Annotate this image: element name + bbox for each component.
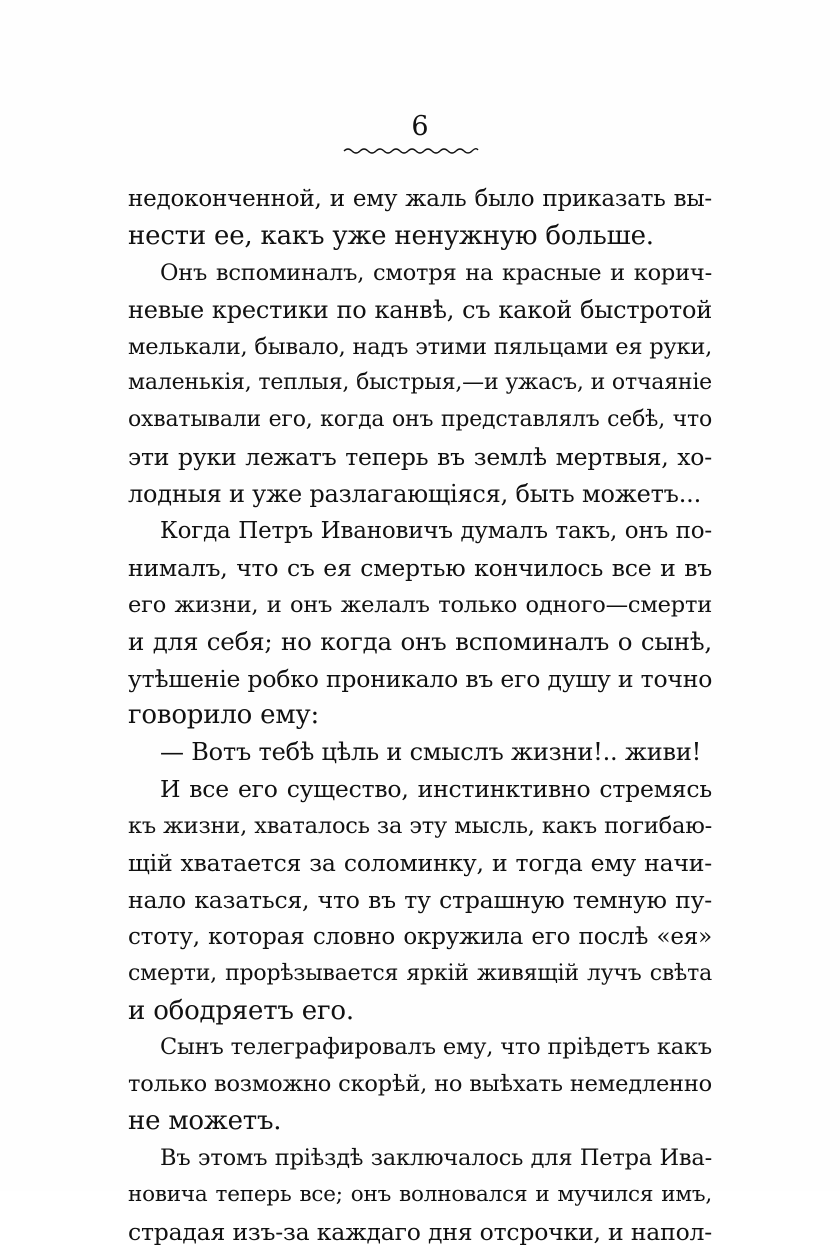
body-text bbox=[128, 181, 712, 1251]
page-number: 6 bbox=[411, 111, 429, 142]
text-line: утѣшеніе робко проникало въ его душу и точно bbox=[128, 664, 713, 693]
text-line: нести ее, какъ уже ненужную больше. bbox=[128, 220, 654, 251]
text-line: не можетъ. bbox=[128, 1106, 282, 1137]
text-line: страдая изъ-за каждаго дня отсрочки, и напол- bbox=[128, 1217, 712, 1246]
text-line: нало казаться, что въ ту страшную темную пу- bbox=[128, 885, 712, 914]
text-line: его жизни, и онъ желалъ только одного—смерти bbox=[128, 591, 712, 618]
text-line: новича теперь все; онъ волновался и мучился имъ, bbox=[128, 1182, 712, 1208]
text-line: говорило ему: bbox=[128, 700, 320, 731]
text-line: лодныя и уже разлагающіяся, быть можетъ... bbox=[128, 480, 702, 509]
text-line: И все его существо, инстинктивно стремясь bbox=[160, 775, 712, 804]
text-line: мелькали, бывало, надъ этими пяльцами ея руки, bbox=[128, 333, 713, 360]
text-line: маленькія, теплыя, быстрыя,—и ужасъ, и отчаяніе bbox=[128, 370, 712, 396]
text-line: смерти, прорѣзывается яркій живящій лучъ свѣта bbox=[128, 960, 712, 986]
text-line: нималъ, что съ ея смертью кончилось все и въ bbox=[128, 553, 712, 582]
text-line: только возможно скорѣй, но выѣхать немедленно bbox=[128, 1071, 712, 1098]
text-line: охватывали его, когда онъ представлялъ себѣ, что bbox=[128, 407, 712, 433]
text-line: Онъ вспоминалъ, смотря на красные и корич- bbox=[160, 259, 712, 286]
text-line: Сынъ телеграфировалъ ему, что пріѣдетъ какъ bbox=[160, 1034, 712, 1061]
text-line: къ жизни, хваталось за эту мысль, какъ погибаю- bbox=[128, 813, 712, 840]
text-line: и для себя; но когда онъ вспоминалъ о сынѣ, bbox=[128, 626, 712, 656]
text-line: недоконченной, и ему жаль было приказать вы- bbox=[128, 186, 712, 212]
text-line: Въ этомъ пріѣздѣ заключалось для Петра Ива- bbox=[160, 1145, 712, 1172]
header-ornament bbox=[340, 144, 480, 156]
text-line: — Вотъ тебѣ цѣль и смыслъ жизни!.. живи! bbox=[160, 738, 702, 767]
text-line: Когда Петръ Ивановичъ думалъ такъ, онъ по- bbox=[160, 518, 712, 545]
text-line: щій хватается за соломинку, и тогда ему начи- bbox=[128, 849, 712, 878]
text-line: и ободряетъ его. bbox=[128, 995, 354, 1026]
text-line: невые крестики по канвѣ, съ какой быстротой bbox=[128, 295, 712, 324]
text-line: стоту, которая словно окружила его послѣ «ея» bbox=[128, 923, 712, 950]
text-line: эти руки лежатъ теперь въ землѣ мертвыя, хо- bbox=[128, 443, 712, 472]
